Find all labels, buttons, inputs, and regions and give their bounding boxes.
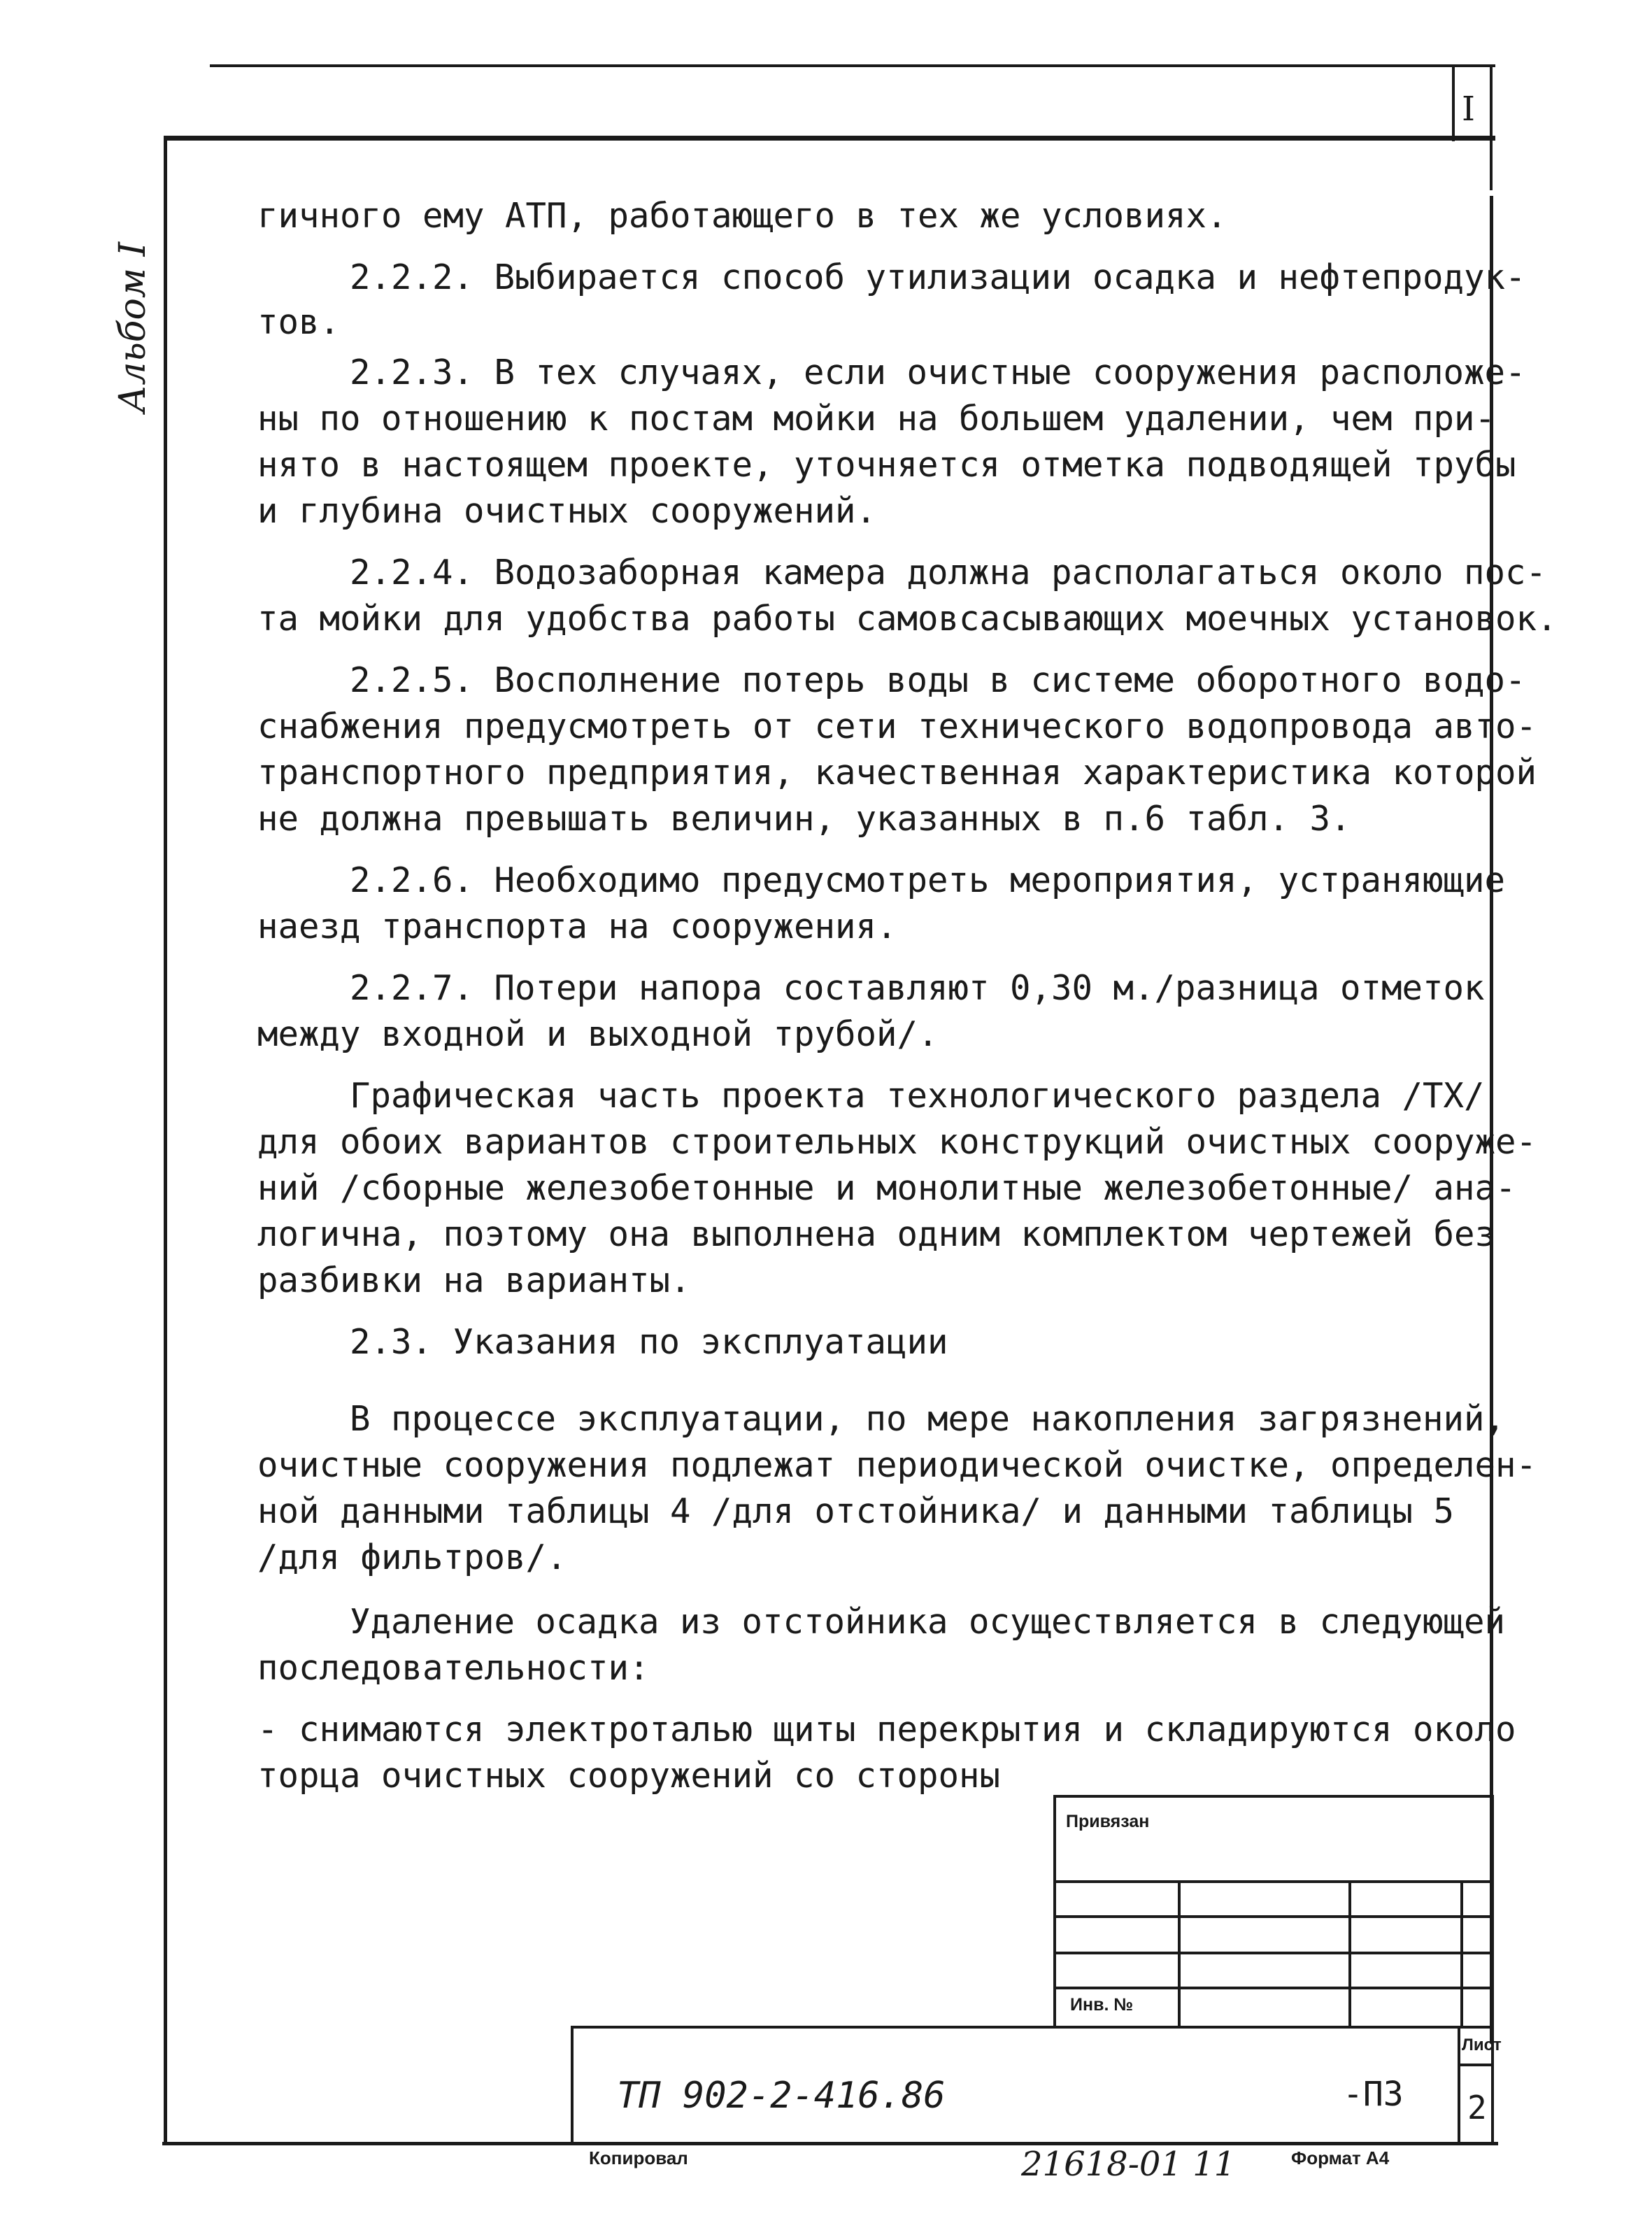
body-line: 2.2.5. Восполнение потерь воды в системе оборотного водо- — [350, 660, 1526, 700]
body-line: и глубина очистных сооружений. — [257, 491, 877, 531]
left-frame-line — [164, 136, 167, 2143]
sheet-number: 2 — [1467, 2089, 1487, 2126]
body-line: снабжения предусмотреть от сети технического водопровода авто- — [257, 706, 1537, 746]
body-line: ний /сборные железобетонные и монолитные железобетонные/ ана- — [257, 1168, 1516, 1208]
body-line: 2.2.2. Выбирается способ утилизации осадка и нефтепродук- — [350, 257, 1526, 297]
body-line: между входной и выходной трубой/. — [257, 1014, 939, 1054]
body-line: торца очистных сооружений со стороны — [257, 1756, 1001, 1796]
body-line: не должна превышать величин, указанных в п.6 табл. 3. — [257, 799, 1351, 839]
body-line: транспортного предприятия, качественная характеристика которой — [257, 753, 1537, 793]
body-line: разбивки на варианты. — [257, 1260, 691, 1300]
body-line: 2.2.6. Необходимо предусмотреть мероприятия, устраняющие — [350, 860, 1506, 900]
body-line: ной данными таблицы 4 /для отстойника/ и данными таблицы 5 — [257, 1491, 1455, 1531]
body-line: - снимаются электроталью щиты перекрытия и складируются около — [257, 1710, 1516, 1749]
inner-top-line — [165, 136, 1495, 141]
body-line: 2.2.3. В тех случаях, если очистные сооружения расположе- — [350, 353, 1526, 392]
body-line: 2.2.7. Потери напора составляют 0,30 м./разница отметок — [350, 968, 1485, 1008]
margin-note: Альбом I — [112, 241, 154, 413]
corner-box-left — [1452, 64, 1455, 141]
body-line: нято в настоящем проекте, уточняется отметка подводящей трубы — [257, 445, 1516, 485]
document-code: ТП 902-2-416.86 — [617, 2075, 946, 2117]
body-line: та мойки для удобства работы самовсасывающих моечных установок. — [257, 599, 1558, 639]
top-border-line — [210, 64, 1495, 67]
body-line: /для фильтров/. — [257, 1537, 567, 1577]
copied-by-label: Копировал — [589, 2147, 688, 2168]
body-line: наезд транспорта на сооружения. — [257, 907, 897, 946]
body-line: очистные сооружения подлежат периодической очистке, определен- — [257, 1445, 1537, 1485]
body-line: ны по отношению к постам мойки на большем удалении, чем при- — [257, 399, 1496, 439]
body-line: тов. — [257, 302, 341, 342]
order-number: 21618-01 11 — [1021, 2145, 1236, 2184]
body-line: логична, поэтому она выполнена одним комплектом чертежей без — [257, 1214, 1496, 1254]
body-line: В процессе эксплуатации, по мере накопления загрязнений, — [350, 1399, 1506, 1439]
sheet-label: Лист — [1462, 2036, 1502, 2054]
corner-box-right — [1490, 64, 1493, 190]
format-label: Формат А4 — [1291, 2147, 1390, 2168]
bottom-frame-line — [162, 2142, 1498, 2145]
section-heading: 2.3. Указания по эксплуатации — [350, 1322, 948, 1362]
stamp-inv-label: Инв. № — [1070, 1995, 1134, 2015]
body-line: последовательности: — [257, 1648, 650, 1688]
corner-sheet-number: I — [1462, 90, 1475, 129]
body-line: Удаление осадка из отстойника осуществляется в следующей — [350, 1602, 1506, 1642]
body-line: 2.2.4. Водозаборная камера должна располагаться около пос- — [350, 553, 1547, 592]
body-line: Графическая часть проекта технологического раздела /ТХ/ — [350, 1076, 1485, 1116]
body-line: для обоих вариантов строительных конструкций очистных сооруже- — [257, 1122, 1537, 1162]
body-line: гичного ему АТП, работающего в тех же условиях. — [257, 196, 1227, 236]
document-suffix: -ПЗ — [1343, 2075, 1404, 2114]
stamp-privyazan-label: Привязан — [1066, 1812, 1150, 1831]
